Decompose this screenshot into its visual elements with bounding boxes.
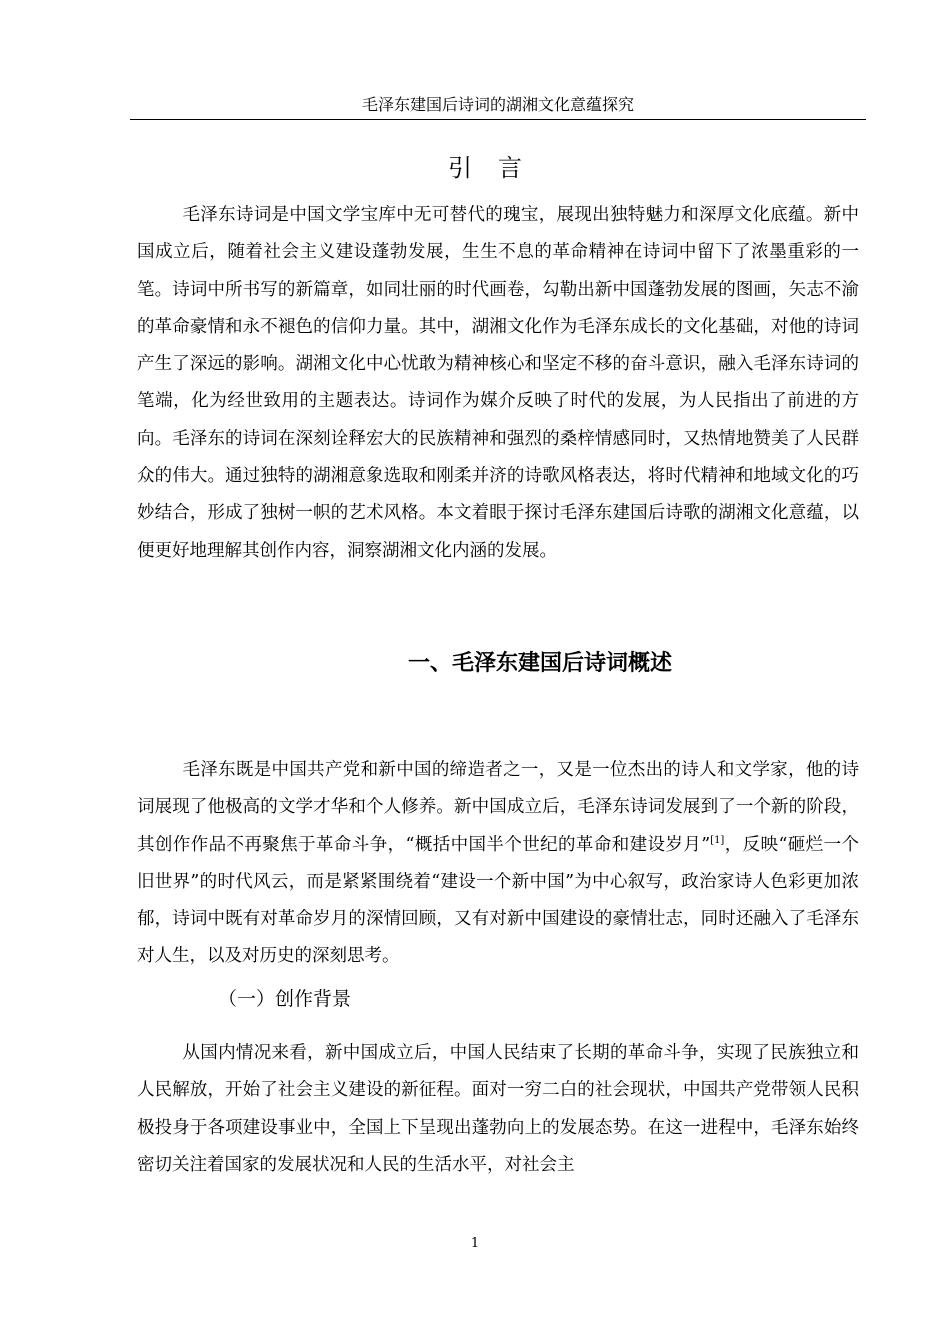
intro-title: 引言	[448, 154, 548, 182]
citation-reference: [1]	[710, 834, 725, 846]
chapter-paragraph-text-b: ，反映“砸烂一个旧世界”的时代风云，而是紧紧围绕着“建设一个新中国”为中心叙写，政治家诗人色彩更加浓郁，诗词中既有对革命岁月的深情回顾，又有对新中国建设的豪情壮志，同时还融入了毛泽东对人生，以及对历史的深刻思考。	[137, 834, 859, 967]
chapter-paragraph	[137, 752, 859, 976]
chapter-paragraph-text-a: 毛泽东既是中国共产党和新中国的缔造者之一，又是一位杰出的诗人和文学家，他的诗词展现了他极高的文学才华和个人修养。新中国成立后，毛泽东诗词发展到了一个新的阶段，其创作作品不再聚焦于革命斗争，“概括中国半个世纪的革命和建设岁月”	[137, 760, 859, 855]
running-header: 毛泽东建国后诗词的湖湘文化意蕴探究	[130, 92, 866, 120]
page-number: 1	[470, 1236, 480, 1251]
intro-paragraph: 毛泽东诗词是中国文学宝库中无可替代的瑰宝，展现出独特魅力和深厚文化底蕴。新中国成立后，随着社会主义建设蓬勃发展，生生不息的革命精神在诗词中留下了浓墨重彩的一笔。诗词中所书写的新篇章，如同壮丽的时代画卷，勾勒出新中国蓬勃发展的图画，矢志不渝的革命豪情和永不褪色的信仰力量。其中，湖湘文化作为毛泽东成长的文化基础，对他的诗词产生了深远的影响。湖湘文化中心忧敢为精神核心和坚定不移的奋斗意识，融入毛泽东诗词的笔端，化为经世致用的主题表达。诗词作为媒介反映了时代的发展，为人民指出了前进的方向。毛泽东的诗词在深刻诠释宏大的民族精神和强烈的桑梓情感同时，又热情地赞美了人民群众的伟大。通过独特的湖湘意象选取和刚柔并济的诗歌风格表达，将时代精神和地域文化的巧妙结合，形成了独树一帜的艺术风格。本文着眼于探讨毛泽东建国后诗歌的湖湘文化意蕴，以便更好地理解其创作内容，洞察湖湘文化内涵的发展。	[137, 205, 859, 561]
subsection-title: （一）创作背景	[218, 988, 352, 1010]
chapter-title: 一、毛泽东建国后诗词概述	[407, 651, 672, 676]
subsection-paragraph: 从国内情况来看，新中国成立后，中国人民结束了长期的革命斗争，实现了民族独立和人民解放，开始了社会主义建设的新征程。面对一穷二白的社会现状，中国共产党带领人民积极投身于各项建设事业中，全国上下呈现出蓬勃向上的发展态势。在这一进程中，毛泽东始终密切关注着国家的发展状况和人民的生活水平，对社会主	[137, 1043, 859, 1175]
